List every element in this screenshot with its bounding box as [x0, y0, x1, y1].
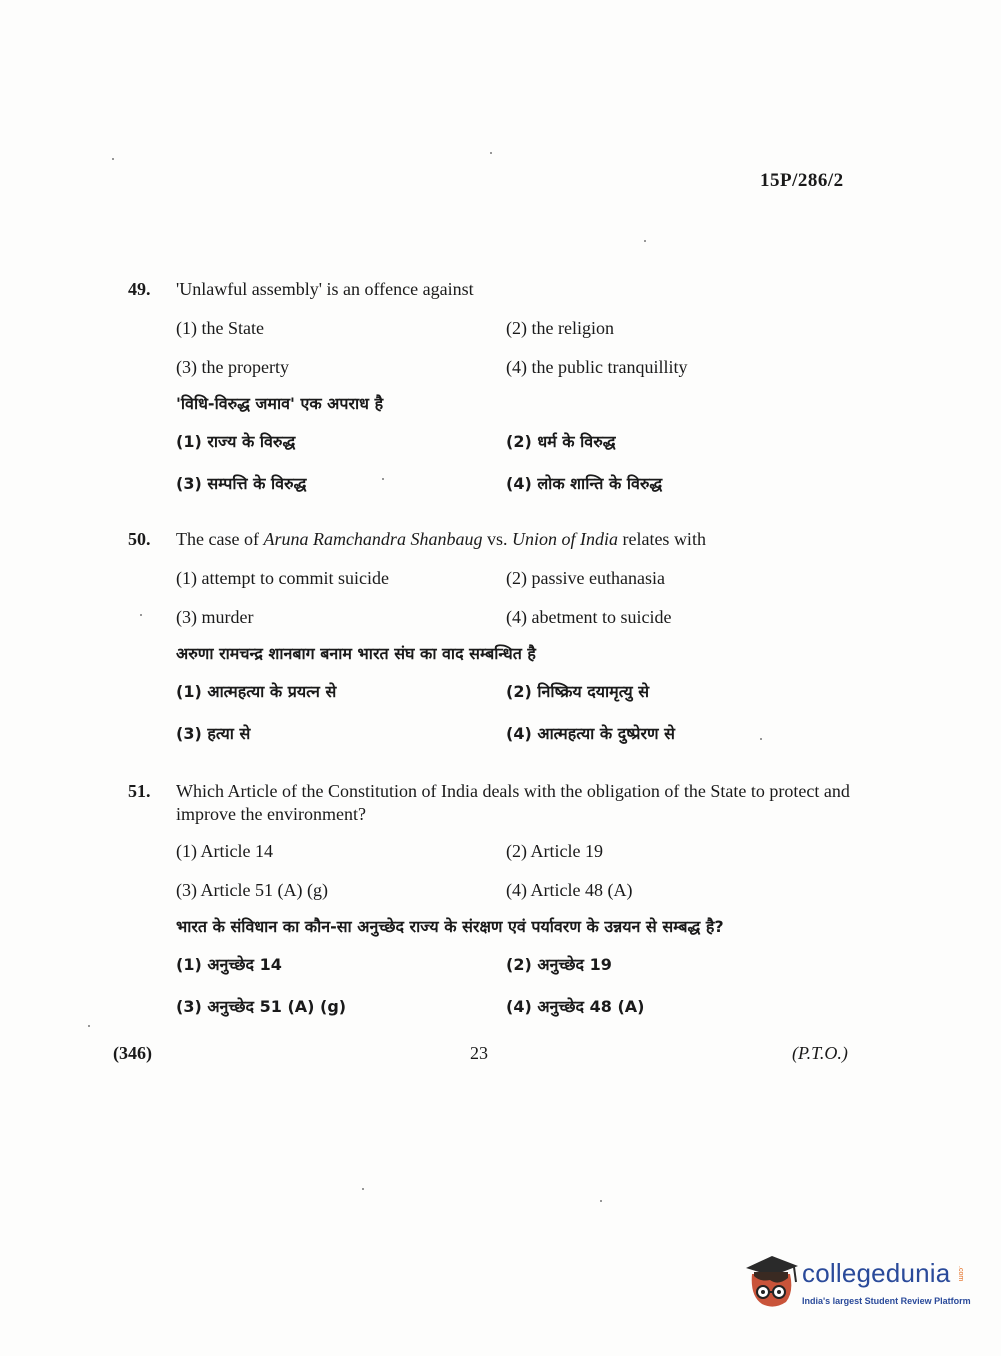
option-1-hindi: (1) आत्महत्या के प्रयत्न से: [176, 682, 337, 701]
question-number: 49.: [128, 279, 151, 299]
option-1-hindi: (1) राज्य के विरुद्ध: [176, 432, 296, 451]
question-text: 'Unlawful assembly' is an offence against: [176, 279, 474, 299]
question-number: 51.: [128, 781, 151, 801]
option-4-hindi: (4) अनुच्छेद 48 (A): [506, 997, 645, 1016]
option-1-hindi: (1) अनुच्छेद 14: [176, 955, 282, 974]
question-text-hindi: अरुणा रामचन्द्र शानबाग बनाम भारत संघ का वाद सम्बन्धित है: [176, 644, 536, 663]
text-part: vs.: [482, 529, 512, 549]
question-49: [128, 278, 863, 505]
scan-speck: [112, 158, 114, 160]
options-english: [176, 559, 863, 637]
question-text-hindi: भारत के संविधान का कौन-सा अनुच्छेद राज्य के संरक्षण एवं पर्यावरण के उन्नयन से सम्बद्ध है?: [176, 917, 724, 936]
scan-speck: [88, 1025, 90, 1027]
option-3: (3) murder: [176, 607, 254, 627]
option-2-hindi: (2) निष्क्रिय दयामृत्यु से: [506, 682, 650, 701]
case-party-2: Union of India: [511, 529, 618, 549]
question-51: [128, 780, 863, 1028]
options-english: [176, 832, 863, 910]
option-3-hindi: (3) अनुच्छेद 51 (A) (g): [176, 997, 347, 1016]
question-50: [128, 528, 863, 755]
option-3-hindi: (3) हत्या से: [176, 724, 251, 743]
option-1: (1) attempt to commit suicide: [176, 568, 389, 588]
option-2-hindi: (2) अनुच्छेद 19: [506, 955, 612, 974]
scan-speck: [600, 1200, 602, 1202]
question-text-hindi: 'विधि-विरुद्ध जमाव' एक अपराध है: [176, 394, 384, 413]
brand-tagline: India's largest Student Review Platform: [802, 1296, 971, 1306]
option-4: (4) the public tranquillity: [506, 357, 688, 377]
option-3-hindi: (3) सम्पत्ति के विरुद्ध: [176, 474, 307, 493]
question-text: Which Article of the Constitution of India deals with the obligation of the State to protect and improve the environment?: [176, 781, 850, 824]
case-party-1: Aruna Ramchandra Shanbaug: [263, 529, 483, 549]
options-hindi: [176, 671, 863, 755]
option-4: (4) Article 48 (A): [506, 880, 633, 900]
option-1: (1) the State: [176, 318, 264, 338]
text-part: relates with: [617, 529, 706, 549]
option-3: (3) the property: [176, 357, 289, 377]
option-4: (4) abetment to suicide: [506, 607, 672, 627]
option-1: (1) Article 14: [176, 841, 273, 861]
question-number: 50.: [128, 529, 151, 549]
option-3: (3) Article 51 (A) (g): [176, 880, 328, 900]
collegedunia-watermark: [742, 1252, 972, 1316]
paper-code: 15P/286/2: [760, 170, 844, 191]
option-4-hindi: (4) आत्महत्या के दुष्प्रेरण से: [506, 724, 675, 743]
option-2: (2) Article 19: [506, 841, 603, 861]
brand-domain-suffix: .com: [957, 1266, 964, 1282]
option-2: (2) the religion: [506, 318, 614, 338]
pto-label: (P.T.O.): [792, 1043, 848, 1063]
option-4-hindi: (4) लोक शान्ति के विरुद्ध: [506, 474, 663, 493]
options-english: [176, 309, 863, 387]
scan-speck: [362, 1188, 364, 1190]
scan-speck: [644, 240, 646, 242]
page-number: 23: [470, 1043, 488, 1063]
mascot-logo-icon: [742, 1252, 800, 1314]
option-2-hindi: (2) धर्म के विरुद्ध: [506, 432, 616, 451]
question-text: [176, 528, 863, 551]
brand-name: collegedunia: [802, 1258, 951, 1288]
booklet-code: (346): [113, 1043, 152, 1063]
option-2: (2) passive euthanasia: [506, 568, 665, 588]
options-hindi: [176, 944, 863, 1028]
scan-speck: [490, 152, 492, 154]
text-part: The case of: [176, 529, 264, 549]
options-hindi: [176, 421, 863, 505]
